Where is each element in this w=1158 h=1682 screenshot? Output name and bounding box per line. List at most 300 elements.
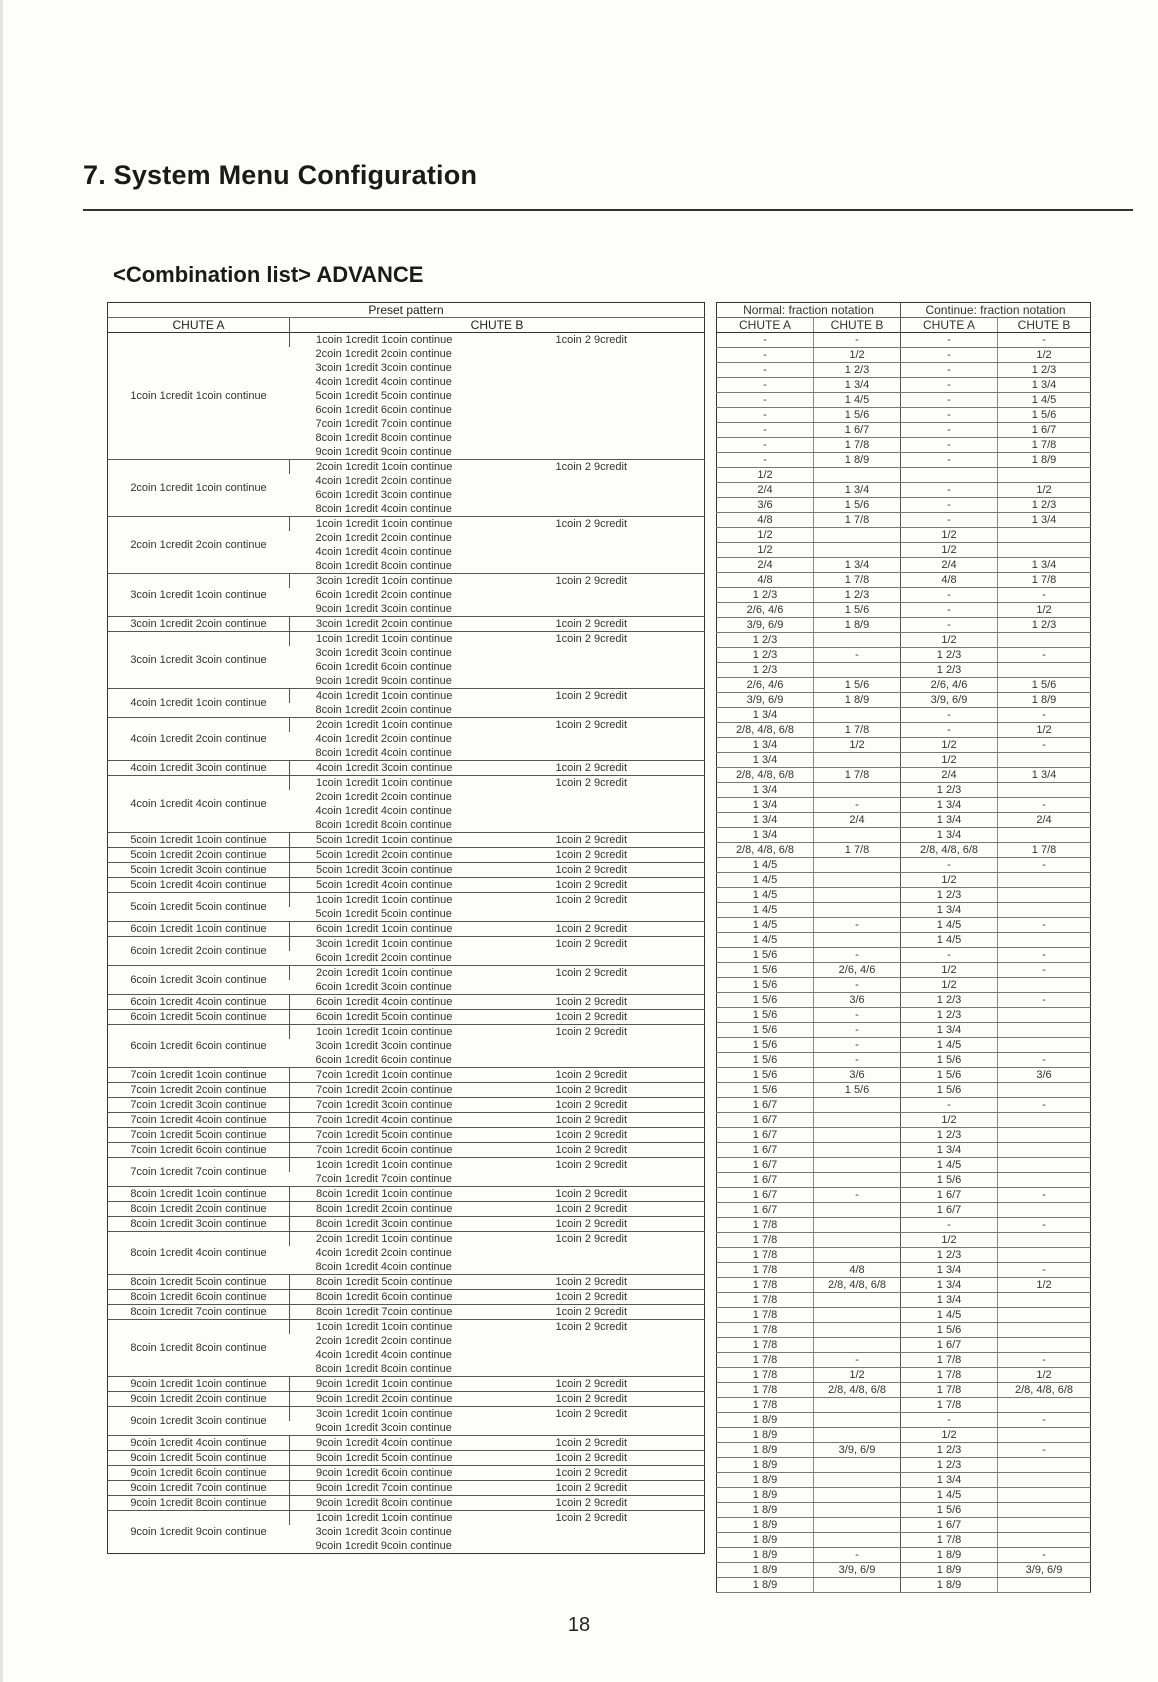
- chute-a-cell: 7coin 1credit 5coin continue: [108, 1128, 290, 1143]
- normal-chute-b-cell: [814, 888, 901, 903]
- continue-chute-a-cell: 1 2/3: [901, 783, 998, 798]
- continue-chute-b-cell: [998, 1578, 1091, 1593]
- normal-chute-b-cell: 1 7/8: [814, 438, 901, 453]
- credit-range-cell: [520, 703, 705, 718]
- normal-chute-b-header: CHUTE B: [814, 318, 901, 333]
- preset-row: [108, 460, 705, 475]
- continue-chute-a-cell: 1 7/8: [901, 1398, 998, 1413]
- credit-range-cell: [520, 646, 705, 660]
- credit-range-cell: 1coin 2 9credit: [520, 1320, 705, 1335]
- fraction-row: [717, 1548, 1091, 1563]
- preset-row: [108, 1083, 705, 1098]
- chute-b-cell: 8coin 1credit 4coin continue: [315, 747, 452, 759]
- normal-chute-b-cell: 1 8/9: [814, 453, 901, 468]
- normal-chute-b-cell: 3/9, 6/9: [814, 1563, 901, 1578]
- continue-chute-a-cell: 1 5/6: [901, 1173, 998, 1188]
- chute-b-cell: 8coin 1credit 2coin continue: [290, 1202, 520, 1217]
- normal-chute-a-cell: 1/2: [717, 468, 814, 483]
- fraction-row: [717, 618, 1091, 633]
- normal-chute-a-cell: 1 2/3: [717, 588, 814, 603]
- fraction-row: [717, 693, 1091, 708]
- credit-range-cell: [520, 790, 705, 804]
- normal-chute-a-cell: 1 8/9: [717, 1473, 814, 1488]
- continue-chute-a-cell: 1 8/9: [901, 1548, 998, 1563]
- credit-range-cell: 1coin 2 9credit: [520, 922, 705, 937]
- chute-a-cell: 4coin 1credit 1coin continue: [108, 689, 290, 718]
- credit-range-cell: [520, 951, 705, 966]
- normal-chute-b-cell: 1 5/6: [814, 1083, 901, 1098]
- credit-range-cell: 1coin 2 9credit: [520, 1466, 705, 1481]
- normal-chute-b-cell: [814, 1233, 901, 1248]
- continue-chute-b-cell: [998, 1488, 1091, 1503]
- continue-chute-a-cell: 1 4/5: [901, 1158, 998, 1173]
- chute-b-cell: 8coin 1credit 4coin continue: [315, 1261, 452, 1273]
- normal-chute-b-cell: [814, 1518, 901, 1533]
- credit-range-cell: 1coin 2 9credit: [520, 1275, 705, 1290]
- credit-range-cell: 1coin 2 9credit: [520, 833, 705, 848]
- continue-chute-a-cell: 1 3/4: [901, 828, 998, 843]
- fraction-row: [717, 1158, 1091, 1173]
- continue-chute-b-cell: [998, 753, 1091, 768]
- chute-a-cell: 3coin 1credit 1coin continue: [108, 574, 290, 617]
- normal-chute-a-cell: 1 8/9: [717, 1428, 814, 1443]
- normal-chute-b-cell: [814, 1533, 901, 1548]
- chute-b-cell: 1coin 1credit 1coin continue: [290, 333, 520, 348]
- preset-row: [108, 1232, 705, 1247]
- normal-chute-b-cell: 3/6: [814, 1068, 901, 1083]
- fraction-row: [717, 873, 1091, 888]
- chute-a-cell: 9coin 1credit 1coin continue: [108, 1377, 290, 1392]
- continue-chute-a-cell: 1 4/5: [901, 1488, 998, 1503]
- normal-chute-b-cell: [814, 1143, 901, 1158]
- continue-chute-b-cell: -: [998, 708, 1091, 723]
- chute-a-cell: 8coin 1credit 8coin continue: [108, 1320, 290, 1377]
- credit-range-cell: [520, 660, 705, 674]
- normal-chute-b-cell: 1/2: [814, 738, 901, 753]
- normal-chute-b-cell: 4/8: [814, 1263, 901, 1278]
- normal-chute-b-cell: 3/9, 6/9: [814, 1443, 901, 1458]
- chute-b-cell: 2coin 1credit 2coin continue: [315, 1335, 452, 1347]
- continue-chute-a-cell: 1 7/8: [901, 1353, 998, 1368]
- continue-chute-a-cell: 1 3/4: [901, 813, 998, 828]
- normal-chute-a-cell: 1 7/8: [717, 1353, 814, 1368]
- normal-chute-a-cell: 1 8/9: [717, 1578, 814, 1593]
- normal-chute-a-cell: 1 6/7: [717, 1203, 814, 1218]
- continue-chute-b-cell: -: [998, 948, 1091, 963]
- normal-chute-b-cell: [814, 858, 901, 873]
- credit-range-cell: 1coin 2 9credit: [520, 689, 705, 704]
- normal-chute-b-cell: -: [814, 918, 901, 933]
- continue-chute-b-cell: 2/8, 4/8, 6/8: [998, 1383, 1091, 1398]
- continue-chute-a-cell: 1 2/3: [901, 993, 998, 1008]
- chute-a-cell: 9coin 1credit 9coin continue: [108, 1511, 290, 1554]
- preset-row: [108, 718, 705, 733]
- chute-b-cell: 3coin 1credit 1coin continue: [290, 937, 520, 952]
- chute-b-cell: 8coin 1credit 7coin continue: [290, 1305, 520, 1320]
- fraction-row: [717, 1398, 1091, 1413]
- chute-b-cell: 1coin 1credit 1coin continue: [290, 517, 520, 532]
- normal-chute-a-cell: 1 4/5: [717, 918, 814, 933]
- continue-chute-b-cell: 1 7/8: [998, 438, 1091, 453]
- chute-a-cell: 9coin 1credit 8coin continue: [108, 1496, 290, 1511]
- continue-chute-b-cell: [998, 1233, 1091, 1248]
- credit-range-cell: 1coin 2 9credit: [520, 1010, 705, 1025]
- fraction-row: [717, 1218, 1091, 1233]
- fraction-row: [717, 1473, 1091, 1488]
- normal-chute-b-cell: 2/6, 4/6: [814, 963, 901, 978]
- continue-chute-b-cell: [998, 663, 1091, 678]
- fraction-row: [717, 1143, 1091, 1158]
- continue-chute-a-cell: 1 3/4: [901, 1293, 998, 1308]
- chute-a-cell: 6coin 1credit 3coin continue: [108, 966, 290, 995]
- fraction-row: [717, 663, 1091, 678]
- chute-a-cell: 6coin 1credit 5coin continue: [108, 1010, 290, 1025]
- continue-chute-a-cell: 1 7/8: [901, 1368, 998, 1383]
- chute-b-cell: 7coin 1credit 2coin continue: [290, 1083, 520, 1098]
- normal-chute-a-cell: 1 7/8: [717, 1263, 814, 1278]
- continue-chute-b-cell: [998, 1518, 1091, 1533]
- fraction-row: [717, 1368, 1091, 1383]
- continue-chute-a-cell: 1 4/5: [901, 1308, 998, 1323]
- preset-row: [108, 574, 705, 589]
- chute-a-cell: 7coin 1credit 2coin continue: [108, 1083, 290, 1098]
- normal-chute-b-cell: [814, 1338, 901, 1353]
- normal-chute-b-cell: [814, 1428, 901, 1443]
- fraction-row: [717, 753, 1091, 768]
- heading-rule: [83, 209, 1133, 211]
- fraction-row: [717, 993, 1091, 1008]
- normal-chute-a-cell: 1 7/8: [717, 1338, 814, 1353]
- preset-row: [108, 922, 705, 937]
- fraction-row: [717, 1068, 1091, 1083]
- fraction-row: [717, 888, 1091, 903]
- chute-a-cell: 5coin 1credit 5coin continue: [108, 893, 290, 922]
- normal-chute-a-cell: 2/8, 4/8, 6/8: [717, 723, 814, 738]
- section-heading: 7. System Menu Configuration: [83, 160, 478, 190]
- continue-chute-a-cell: 1 8/9: [901, 1578, 998, 1593]
- chute-b-cell: 8coin 1credit 3coin continue: [290, 1217, 520, 1232]
- chute-b-cell: 4coin 1credit 2coin continue: [315, 475, 452, 487]
- normal-chute-b-cell: 2/8, 4/8, 6/8: [814, 1278, 901, 1293]
- fraction-row: [717, 588, 1091, 603]
- credit-range-cell: 1coin 2 9credit: [520, 937, 705, 952]
- continue-chute-a-cell: 1/2: [901, 753, 998, 768]
- chute-b-cell: 8coin 1credit 8coin continue: [315, 819, 452, 831]
- normal-chute-b-cell: -: [814, 1023, 901, 1038]
- credit-range-cell: 1coin 2 9credit: [520, 878, 705, 893]
- fraction-row: [717, 813, 1091, 828]
- normal-chute-a-cell: 1 5/6: [717, 993, 814, 1008]
- normal-chute-a-cell: 1 4/5: [717, 858, 814, 873]
- continue-chute-b-cell: 1 3/4: [998, 378, 1091, 393]
- chute-b-cell: 7coin 1credit 5coin continue: [290, 1128, 520, 1143]
- preset-row: [108, 1481, 705, 1496]
- continue-chute-b-cell: [998, 1503, 1091, 1518]
- chute-b-cell: 7coin 1credit 7coin continue: [315, 418, 452, 430]
- normal-chute-a-cell: -: [717, 423, 814, 438]
- chute-b-cell: 6coin 1credit 5coin continue: [290, 1010, 520, 1025]
- fraction-row: [717, 1413, 1091, 1428]
- normal-chute-b-cell: [814, 663, 901, 678]
- continue-chute-a-cell: -: [901, 348, 998, 363]
- fraction-row: [717, 528, 1091, 543]
- normal-chute-b-cell: -: [814, 1188, 901, 1203]
- normal-chute-a-cell: 1 7/8: [717, 1218, 814, 1233]
- credit-range-cell: [520, 389, 705, 403]
- chute-b-cell: 1coin 1credit 1coin continue: [290, 632, 520, 647]
- continue-chute-b-cell: [998, 1173, 1091, 1188]
- normal-chute-b-cell: -: [814, 1053, 901, 1068]
- continue-chute-b-cell: 1 6/7: [998, 423, 1091, 438]
- normal-chute-a-cell: 1 7/8: [717, 1308, 814, 1323]
- normal-chute-a-cell: 1 4/5: [717, 888, 814, 903]
- fraction-row: [717, 1428, 1091, 1443]
- fraction-row: [717, 963, 1091, 978]
- continue-chute-b-cell: -: [998, 333, 1091, 348]
- credit-range-cell: 1coin 2 9credit: [520, 1025, 705, 1040]
- normal-chute-b-cell: [814, 1473, 901, 1488]
- chute-b-cell: 8coin 1credit 1coin continue: [290, 1187, 520, 1202]
- fraction-row: [717, 423, 1091, 438]
- continue-chute-b-cell: 1 8/9: [998, 693, 1091, 708]
- normal-chute-a-cell: 2/8, 4/8, 6/8: [717, 768, 814, 783]
- continue-chute-a-cell: 1/2: [901, 1113, 998, 1128]
- normal-chute-a-cell: 4/8: [717, 573, 814, 588]
- continue-chute-b-cell: [998, 528, 1091, 543]
- continue-chute-b-cell: [998, 828, 1091, 843]
- credit-range-cell: [520, 1246, 705, 1260]
- fraction-row: [717, 1083, 1091, 1098]
- fraction-row: [717, 1098, 1091, 1113]
- continue-chute-a-cell: 1 4/5: [901, 933, 998, 948]
- fraction-row: [717, 738, 1091, 753]
- continue-chute-b-cell: -: [998, 963, 1091, 978]
- continue-chute-b-cell: [998, 873, 1091, 888]
- chute-b-cell: 9coin 1credit 9coin continue: [315, 1540, 452, 1552]
- chute-b-cell: 8coin 1credit 8coin continue: [315, 560, 452, 572]
- normal-chute-a-cell: -: [717, 333, 814, 348]
- chute-a-cell: 4coin 1credit 4coin continue: [108, 776, 290, 833]
- continue-chute-a-cell: 1/2: [901, 978, 998, 993]
- normal-chute-a-cell: 1 3/4: [717, 798, 814, 813]
- normal-chute-b-cell: -: [814, 798, 901, 813]
- normal-chute-a-cell: -: [717, 348, 814, 363]
- normal-chute-a-cell: 3/9, 6/9: [717, 618, 814, 633]
- normal-chute-a-cell: 1 3/4: [717, 783, 814, 798]
- fraction-row: [717, 723, 1091, 738]
- normal-chute-a-cell: 1 2/3: [717, 663, 814, 678]
- preset-row: [108, 1128, 705, 1143]
- continue-chute-b-cell: [998, 1293, 1091, 1308]
- normal-chute-b-cell: [814, 1248, 901, 1263]
- credit-range-cell: [520, 732, 705, 746]
- continue-chute-a-cell: 1 5/6: [901, 1053, 998, 1068]
- credit-range-cell: [520, 980, 705, 995]
- credit-range-cell: 1coin 2 9credit: [520, 1217, 705, 1232]
- chute-a-cell: 5coin 1credit 2coin continue: [108, 848, 290, 863]
- credit-range-cell: [520, 1172, 705, 1187]
- fraction-row: [717, 1128, 1091, 1143]
- chute-a-header: CHUTE A: [108, 318, 290, 333]
- chute-a-cell: 8coin 1credit 7coin continue: [108, 1305, 290, 1320]
- credit-range-cell: 1coin 2 9credit: [520, 1083, 705, 1098]
- fraction-row: [717, 1563, 1091, 1578]
- credit-range-cell: [520, 1053, 705, 1068]
- credit-range-cell: 1coin 2 9credit: [520, 1496, 705, 1511]
- credit-range-cell: 1coin 2 9credit: [520, 995, 705, 1010]
- chute-a-cell: 7coin 1credit 7coin continue: [108, 1158, 290, 1187]
- fraction-row: [717, 1578, 1091, 1593]
- normal-chute-a-cell: 1 7/8: [717, 1368, 814, 1383]
- chute-a-cell: 8coin 1credit 5coin continue: [108, 1275, 290, 1290]
- continue-chute-a-cell: 1/2: [901, 873, 998, 888]
- fraction-row: [717, 1278, 1091, 1293]
- chute-a-cell: 9coin 1credit 3coin continue: [108, 1407, 290, 1436]
- credit-range-cell: 1coin 2 9credit: [520, 1068, 705, 1083]
- continue-chute-b-cell: 1 7/8: [998, 843, 1091, 858]
- credit-range-cell: 1coin 2 9credit: [520, 460, 705, 475]
- normal-chute-b-cell: -: [814, 978, 901, 993]
- preset-row: [108, 878, 705, 893]
- chute-b-cell: 5coin 1credit 3coin continue: [290, 863, 520, 878]
- normal-chute-b-cell: [814, 1113, 901, 1128]
- preset-pattern-table: [107, 302, 705, 1554]
- normal-chute-b-cell: [814, 1488, 901, 1503]
- chute-b-cell: 1coin 1credit 1coin continue: [290, 1158, 520, 1173]
- continue-chute-b-cell: -: [998, 1353, 1091, 1368]
- preset-row: [108, 1511, 705, 1526]
- fraction-row: [717, 1113, 1091, 1128]
- chute-b-cell: 9coin 1credit 8coin continue: [290, 1496, 520, 1511]
- normal-chute-a-cell: 4/8: [717, 513, 814, 528]
- preset-row: [108, 1392, 705, 1407]
- continue-chute-b-cell: [998, 1398, 1091, 1413]
- normal-chute-a-cell: 1 4/5: [717, 933, 814, 948]
- normal-chute-b-cell: 1 5/6: [814, 603, 901, 618]
- fraction-row: [717, 468, 1091, 483]
- chute-b-cell: 2coin 1credit 1coin continue: [290, 460, 520, 475]
- preset-row: [108, 1377, 705, 1392]
- normal-chute-b-cell: [814, 1503, 901, 1518]
- chute-a-cell: 5coin 1credit 4coin continue: [108, 878, 290, 893]
- continue-chute-a-cell: 1/2: [901, 543, 998, 558]
- credit-range-cell: 1coin 2 9credit: [520, 718, 705, 733]
- continue-chute-a-cell: 1/2: [901, 738, 998, 753]
- credit-range-cell: [520, 746, 705, 761]
- continue-chute-b-cell: [998, 1533, 1091, 1548]
- continue-chute-a-cell: 2/4: [901, 558, 998, 573]
- normal-chute-a-header: CHUTE A: [717, 318, 814, 333]
- continue-chute-b-cell: [998, 1473, 1091, 1488]
- continue-chute-b-cell: -: [998, 1218, 1091, 1233]
- fraction-row: [717, 558, 1091, 573]
- chute-b-header: CHUTE B: [290, 318, 705, 333]
- continue-chute-b-cell: -: [998, 588, 1091, 603]
- normal-chute-a-cell: 1 3/4: [717, 813, 814, 828]
- preset-pattern-header: Preset pattern: [108, 303, 705, 318]
- credit-range-cell: 1coin 2 9credit: [520, 1511, 705, 1526]
- normal-chute-a-cell: 1 7/8: [717, 1248, 814, 1263]
- credit-range-cell: 1coin 2 9credit: [520, 966, 705, 981]
- continue-chute-a-cell: 1 2/3: [901, 663, 998, 678]
- chute-b-cell: 5coin 1credit 5coin continue: [315, 390, 452, 402]
- normal-chute-a-cell: 1/2: [717, 528, 814, 543]
- preset-row: [108, 333, 705, 348]
- continue-chute-a-cell: -: [901, 723, 998, 738]
- chute-b-cell: 3coin 1credit 3coin continue: [315, 1040, 452, 1052]
- credit-range-cell: [520, 488, 705, 502]
- continue-chute-b-cell: [998, 1143, 1091, 1158]
- fraction-row: [717, 933, 1091, 948]
- continue-chute-a-cell: -: [901, 858, 998, 873]
- continue-chute-a-cell: 1 5/6: [901, 1323, 998, 1338]
- credit-range-cell: [520, 347, 705, 361]
- fraction-row: [717, 948, 1091, 963]
- normal-chute-a-cell: 1 6/7: [717, 1143, 814, 1158]
- continue-chute-b-cell: -: [998, 1053, 1091, 1068]
- fraction-row: [717, 918, 1091, 933]
- normal-chute-a-cell: 1 6/7: [717, 1128, 814, 1143]
- credit-range-cell: 1coin 2 9credit: [520, 1143, 705, 1158]
- fraction-row: [717, 438, 1091, 453]
- continue-chute-b-cell: -: [998, 1188, 1091, 1203]
- normal-chute-a-cell: 1 8/9: [717, 1533, 814, 1548]
- normal-chute-a-cell: 1 7/8: [717, 1323, 814, 1338]
- normal-chute-a-cell: 1 7/8: [717, 1383, 814, 1398]
- normal-chute-a-cell: -: [717, 378, 814, 393]
- fraction-row: [717, 828, 1091, 843]
- continue-chute-b-cell: 1/2: [998, 1368, 1091, 1383]
- continue-chute-a-cell: -: [901, 498, 998, 513]
- chute-b-cell: 9coin 1credit 9coin continue: [315, 446, 452, 458]
- chute-b-cell: 3coin 1credit 3coin continue: [315, 647, 452, 659]
- chute-b-cell: 9coin 1credit 3coin continue: [315, 603, 452, 615]
- continue-chute-a-cell: -: [901, 423, 998, 438]
- preset-row: [108, 617, 705, 632]
- chute-a-cell: 4coin 1credit 2coin continue: [108, 718, 290, 761]
- fraction-row: [717, 1203, 1091, 1218]
- continue-chute-b-cell: 3/9, 6/9: [998, 1563, 1091, 1578]
- normal-chute-a-cell: -: [717, 408, 814, 423]
- preset-row: [108, 1275, 705, 1290]
- normal-chute-b-cell: 3/6: [814, 993, 901, 1008]
- normal-chute-a-cell: 1 6/7: [717, 1173, 814, 1188]
- fraction-row: [717, 1038, 1091, 1053]
- chute-b-cell: 1coin 1credit 1coin continue: [290, 776, 520, 791]
- chute-b-cell: 7coin 1credit 4coin continue: [290, 1113, 520, 1128]
- normal-chute-a-cell: 1 8/9: [717, 1563, 814, 1578]
- normal-chute-b-cell: [814, 1173, 901, 1188]
- normal-chute-a-cell: 1 5/6: [717, 978, 814, 993]
- chute-b-cell: 4coin 1credit 2coin continue: [315, 733, 452, 745]
- chute-b-cell: 6coin 1credit 6coin continue: [315, 661, 452, 673]
- normal-chute-b-cell: [814, 828, 901, 843]
- credit-range-cell: 1coin 2 9credit: [520, 1098, 705, 1113]
- continue-chute-b-cell: 1 4/5: [998, 393, 1091, 408]
- preset-row: [108, 1436, 705, 1451]
- chute-a-cell: 9coin 1credit 5coin continue: [108, 1451, 290, 1466]
- normal-chute-a-cell: 1 8/9: [717, 1488, 814, 1503]
- normal-chute-b-cell: 1 7/8: [814, 513, 901, 528]
- continue-chute-a-cell: 2/4: [901, 768, 998, 783]
- chute-a-cell: 9coin 1credit 7coin continue: [108, 1481, 290, 1496]
- fraction-row: [717, 603, 1091, 618]
- continue-chute-a-cell: -: [901, 363, 998, 378]
- fraction-row: [717, 333, 1091, 348]
- credit-range-cell: 1coin 2 9credit: [520, 1290, 705, 1305]
- chute-a-cell: 5coin 1credit 3coin continue: [108, 863, 290, 878]
- normal-chute-a-cell: 2/8, 4/8, 6/8: [717, 843, 814, 858]
